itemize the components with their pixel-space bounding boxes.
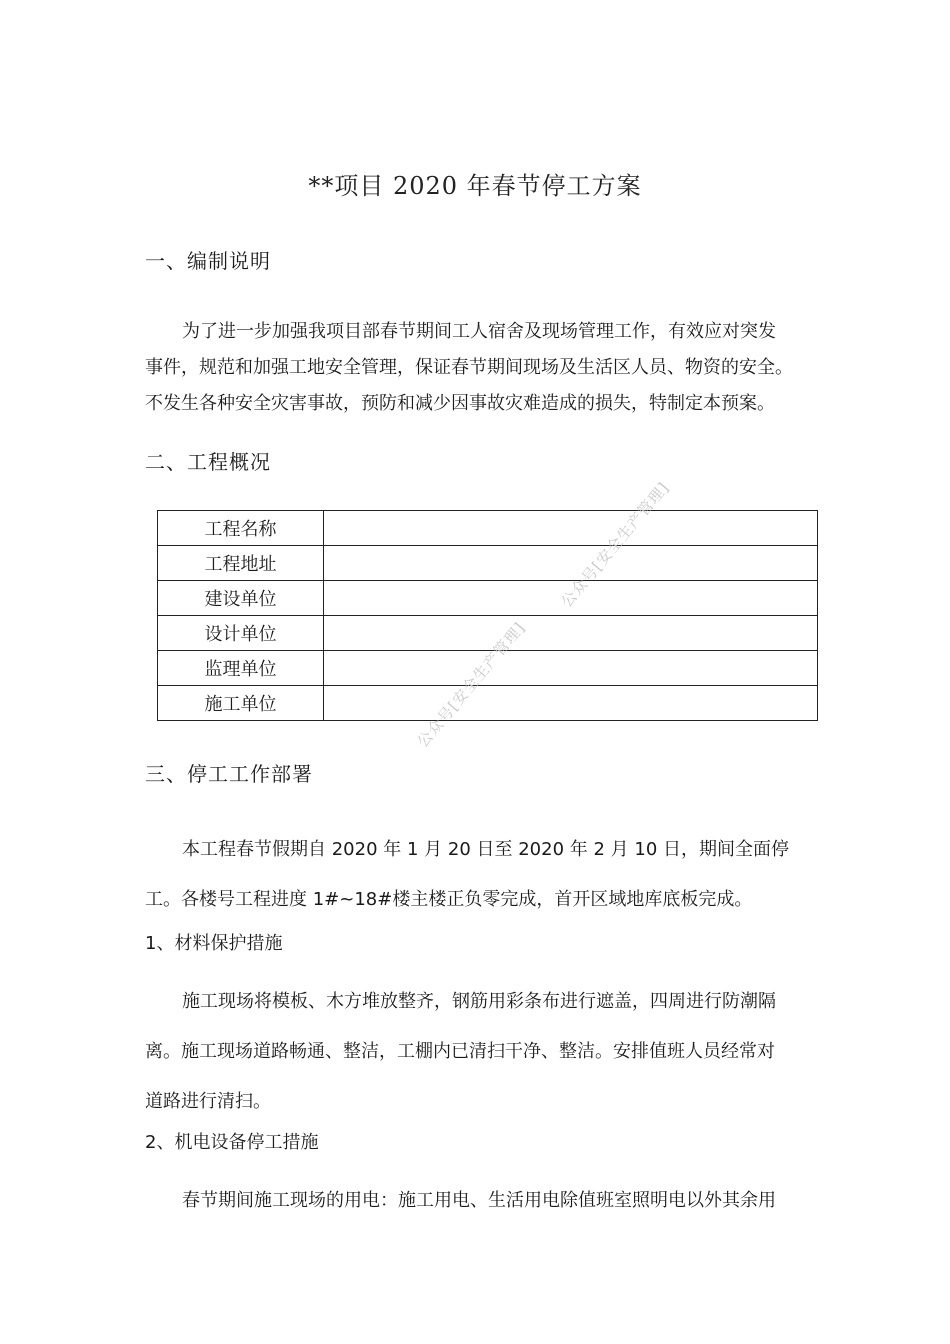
section-1-heading: 一、编制说明	[145, 249, 271, 273]
table-row	[158, 616, 818, 651]
table-row	[158, 546, 818, 581]
table-value-cell	[324, 651, 818, 686]
paragraph-line: 为了进一步加强我项目部春节期间工人宿舍及现场管理工作，有效应对突发	[182, 321, 776, 342]
table-label-cell: 设计单位	[158, 616, 324, 651]
watermark-text: 公众号[安全生产管理]	[413, 618, 529, 751]
paragraph-line: 春节期间施工现场的用电：施工用电、生活用电除值班室照明电以外其余用	[182, 1190, 776, 1211]
table-value-cell	[324, 686, 818, 721]
subsection-1-heading: 1、材料保护措施	[145, 933, 283, 954]
paragraph-line: 事件，规范和加强工地安全管理，保证春节期间现场及生活区人员、物资的安全。	[145, 357, 793, 378]
table-label-cell: 工程名称	[158, 511, 324, 546]
table-label-cell: 建设单位	[158, 581, 324, 616]
paragraph-line: 本工程春节假期自 2020 年 1 月 20 日至 2020 年 2 月 10 日，期间全面停	[182, 839, 789, 860]
paragraph-line: 不发生各种安全灾害事故，预防和减少因事故灾难造成的损失，特制定本预案。	[145, 393, 775, 414]
table-value-cell	[324, 546, 818, 581]
table-value-cell	[324, 511, 818, 546]
paragraph-line: 工。各楼号工程进度 1#~18#楼主楼正负零完成，首开区域地库底板完成。	[145, 889, 753, 910]
document-title: **项目 2020 年春节停工方案	[308, 172, 642, 200]
section-3-intro	[145, 825, 810, 925]
subsection-1-paragraph	[145, 977, 810, 1127]
watermark-text: 公众号[安全生产管理]	[557, 478, 673, 611]
table-label-cell: 监理单位	[158, 651, 324, 686]
subsection-2-paragraph	[145, 1176, 810, 1226]
table-value-cell	[324, 616, 818, 651]
section-1-paragraph	[145, 314, 810, 422]
section-3-heading: 三、停工工作部署	[145, 762, 313, 786]
subsection-2-heading: 2、机电设备停工措施	[145, 1132, 319, 1153]
table-row	[158, 511, 818, 546]
section-2-heading: 二、工程概况	[145, 450, 271, 474]
paragraph-line: 道路进行清扫。	[145, 1091, 271, 1112]
paragraph-line: 离。施工现场道路畅通、整洁，工棚内已清扫干净、整洁。安排值班人员经常对	[145, 1041, 775, 1062]
paragraph-line: 施工现场将模板、木方堆放整齐，钢筋用彩条布进行遮盖，四周进行防潮隔	[182, 991, 776, 1012]
table-row	[158, 581, 818, 616]
table-row	[158, 686, 818, 721]
table-label-cell: 施工单位	[158, 686, 324, 721]
table-label-cell: 工程地址	[158, 546, 324, 581]
project-info-table	[157, 510, 818, 721]
